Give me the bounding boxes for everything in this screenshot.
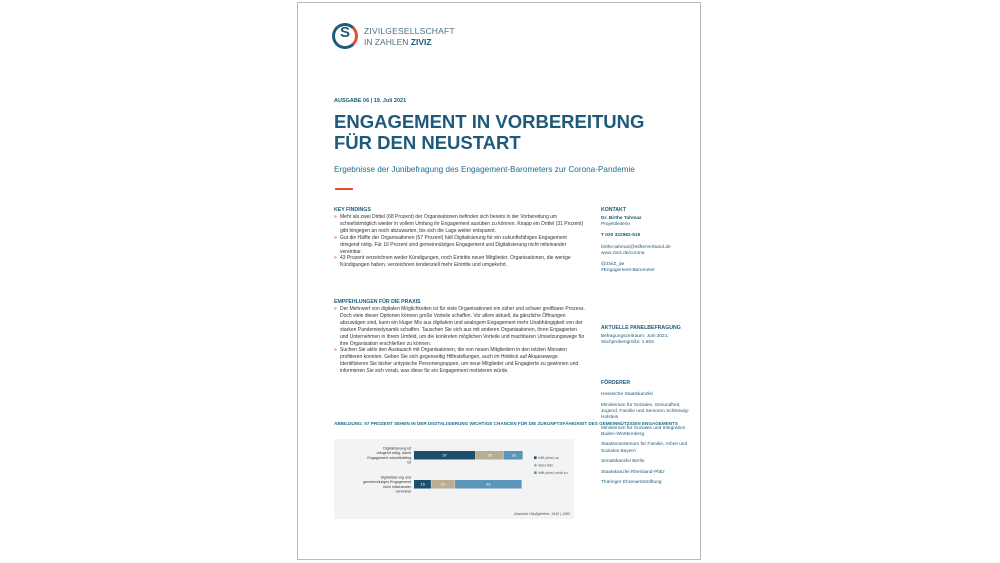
supporter-item: Staatsministerium für Familie, Arbeit und Soziales Bayern [601, 442, 688, 454]
logo-text-zahlen: IN ZAHLEN [364, 37, 409, 47]
supporters-heading: FÖRDERER [601, 380, 631, 386]
document-page [297, 2, 701, 560]
contact-hashtag: #Engagement-Barometer [601, 268, 655, 274]
panel-block [601, 334, 696, 346]
contact-phone: T 030 322982-519 [601, 233, 641, 239]
page-title: ENGAGEMENT IN VORBEREITUNG FÜR DEN NEUSTART [334, 111, 645, 153]
contact-web-link[interactable]: www.ziviz.de/corona [601, 250, 645, 256]
recommendations-heading: EMPFEHLUNGEN FÜR DIE PRAXIS [334, 299, 421, 305]
accent-divider [335, 188, 353, 190]
supporter-item: Ministerium für Soziales, Gesundheit, Jugend, Familie und Senioren Schleswig-Holstein [601, 402, 690, 420]
page-subtitle: Ergebnisse der Junibefragung des Engagement-Barometers zur Corona-Pandemie [334, 165, 635, 174]
list-item: » Suchen Sie aktiv den Austausch mit Organisationen, die von neuen Mitgliedern in den letzten Monaten profitieren konnten. Geben Sie sich gegenseitig Hilfestellungen, auch im Hinblick auf Akquisewege. Identifizieren Sie bisher untypische Personengruppen, um neue Mitglieder und Engagierte zu gewinnen und informieren Sie sich vorab, was diese für ein Engagement motivieren würde. [334, 347, 586, 375]
supporters-list [601, 392, 696, 491]
logo-text-line2 [364, 37, 432, 47]
legend-entry: teils/ teils [538, 463, 553, 468]
stacked-bar-chart [334, 439, 574, 519]
issue-line: AUSGABE 06 | 19. Juli 2021 [334, 98, 407, 104]
contact-heading: KONTAKT [601, 207, 626, 213]
recommendations-list [334, 306, 586, 375]
logo-brand: ZIVIZ [410, 37, 432, 47]
panel-sample: Stichprobengröße: 1.603 [601, 340, 654, 346]
bar-value-label: 62 [486, 481, 491, 487]
legend-swatch [534, 456, 537, 459]
list-item: » 43 Prozent verzeichnen weder Kündigungen, noch Eintritte neuer Mitglieder. Organisationen, die wenige Kündigungen haben, verzeichnen tendenziell mehr Eintritte und umgekehrt. [334, 255, 586, 269]
category-label: Digitalisierung ist dringend nötig, damit Engagement zukunftsfähig ist [367, 446, 411, 465]
legend-entry: trifft (eher) nicht zu [538, 471, 568, 475]
figure-heading: ABBILDUNG: 57 PROZENT SEHEN IN DER DIGITALISIERUNG WICHTIGE CHANCEN FÜR DIE ZUKUNFTSFÄHIGKEIT DES GEMEINNÜTZIGEN ENGAGEMENTS [334, 421, 678, 426]
supporter-item: Thüringer Ehrenamtsstiftung [601, 480, 662, 486]
legend-swatch [534, 464, 537, 467]
logo-text-line1: ZIVILGESELLSCHAFT [364, 26, 455, 36]
chart-note: Absolute Häufigkeiten: 1645 | 1680 [514, 512, 570, 516]
logo-mark: S [339, 24, 350, 41]
bar-value-label: 57 [442, 452, 448, 458]
bar-value-label: 22 [440, 481, 446, 487]
bar-value-label: 16 [420, 481, 425, 487]
contact-block [601, 216, 696, 274]
contact-twitter[interactable]: @ZiviZ_de [601, 262, 625, 268]
bar-value-label: 18 [511, 452, 516, 458]
bar-value-label: 26 [487, 452, 492, 458]
list-item: » Der Mehrwert von digitalen Möglichkeiten ist für viele Organisationen ein zäher und schwer greifbarer Prozess. Doch viele dieser Optionen können große Vorteile schaffen. Vor allem aktuell, da gänzliche Öffnungen abzuwägen sind, kann ein kluger Mix aus digitalem und analogem Engagement mehr Unabhängigkeit von der starken Pandemiedynamik schaffen. Tauschen Sie sich aus mit anderen Organisationen, ihren Engagierten und Unternehmen in ihrem Umfeld, um die konkreten möglichen Vorteile und machbaren Umsetzungswege für ihre Organisation erschließen zu können. [334, 306, 586, 347]
key-findings-heading: KEY FINDINGS [334, 207, 371, 213]
supporter-item: Staatskanzlei Rheinland-Pfalz [601, 469, 665, 475]
panel-period: Befragungszeitraum: Juni 2021; [601, 334, 669, 339]
panel-heading: AKTUELLE PANELBEFRAGUNG [601, 325, 681, 331]
legend-swatch [534, 471, 537, 474]
key-findings-list [334, 214, 586, 269]
legend-entry: trifft (eher) zu [538, 456, 560, 460]
contact-email-link[interactable]: birthe.tahmaz@stifterverband.de [601, 244, 671, 250]
list-item: » Mehr als zwei Drittel (68 Prozent) der Organisationen befinden sich bereits in der Vorbereitung um schnellstmöglich wieder in vollem Umfang ihr Engagement ausüben zu können. Knapp ein Drittel (31 Prozent) gibt hingegen an noch abzuwarten, bis sich die Lage weiter entspannt. [334, 214, 586, 235]
list-item: » Gut die Hälfte der Organisationen (57 Prozent) hält Digitalisierung für ein zukunftsfähiges Engagement dringend nötig. Für 16 Prozent sind gemeinnütziges Engagement und Digitalisierung nicht miteinander vereinbar. [334, 235, 586, 256]
contact-role: Projektleiterin [601, 222, 631, 228]
supporter-item: Senatskanzlei Berlin [601, 459, 645, 465]
category-label: Digitalisierung und gemeinnütziges Engagement nicht miteinander vereinbar [363, 475, 411, 494]
supporter-item: Ministerium für Soziales und Integration Baden-Württemberg [601, 425, 686, 437]
contact-name: Dr. Birthe Tahmaz [601, 216, 642, 221]
ziviz-logo [332, 23, 492, 57]
supporter-item: Hessische Staatskanzlei [601, 392, 653, 397]
